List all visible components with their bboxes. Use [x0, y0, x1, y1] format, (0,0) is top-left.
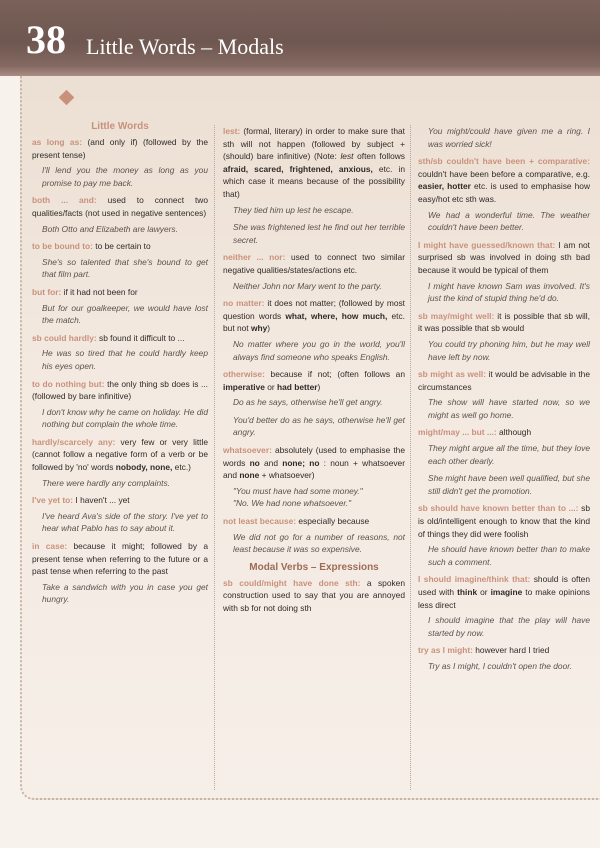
entry-definition: and: [259, 457, 283, 468]
entry-term: not least because:: [223, 516, 297, 527]
entry-definition: if it had not been for: [61, 286, 138, 297]
entry-term: in case:: [32, 541, 68, 552]
entry-example: Do as he says, otherwise he'll get angry.: [233, 397, 383, 408]
entry-example: The show will have started now, so we might as well go home.: [428, 397, 590, 420]
entry-example: You could try phoning him, but he may well have left by now.: [428, 338, 590, 362]
section-heading-little-words: Little Words: [91, 121, 149, 132]
entry-example: She was frightened lest he find out her terrible secret.: [233, 222, 405, 245]
entry-term: sb could hardly:: [32, 332, 97, 343]
entry-not-least-because: [223, 515, 405, 528]
entry-might-as-well: [418, 368, 590, 393]
entry-example: Both Otto and Elizabeth are lawyers.: [42, 223, 178, 234]
entry-example: I've heard Ava's side of the story. I've yet to hear what Pablo has to say about it.: [42, 510, 208, 534]
entry-definition: it is possible that sb will, it was possible that sb would: [418, 310, 590, 334]
entry-definition: sb is old/intelligent enough to know that the kind of things they did were foolish: [418, 503, 590, 539]
entry-keyword: no: [249, 457, 260, 468]
entry-term: I should imagine/think that:: [418, 574, 531, 585]
entry-definition: etc.): [172, 462, 191, 473]
entry-term: as long as:: [32, 137, 83, 147]
entry-should-have-known: [418, 502, 590, 540]
column-divider: [214, 125, 215, 790]
entry-keyword: none; no: [282, 457, 320, 468]
entry-both-and: [32, 194, 208, 219]
entry-example: He was so tired that he could hardly keep his eyes open.: [42, 348, 208, 371]
entry-keyword: none: [239, 470, 260, 481]
entry-term: sb should have known better than to ...:: [418, 503, 579, 514]
column-1: [32, 120, 208, 611]
entry-definition: often follows: [353, 151, 405, 162]
entry-definition: it does not matter; (followed by most question words: [223, 298, 405, 321]
entry-whatsoever: [223, 444, 405, 482]
chapter-header: [0, 0, 600, 76]
page-number: 38: [26, 17, 66, 62]
entry-definition: I am not surprised sb was involved in doing sth bad because it would be typical of them: [418, 239, 590, 275]
entry-term: to be bound to:: [32, 241, 93, 252]
entry-example: Try as I might, I couldn't open the door.: [428, 660, 573, 671]
column-3: [418, 125, 590, 678]
section-heading-modal-verbs: Modal Verbs – Expressions: [249, 561, 379, 573]
entry-definition: etc. but not: [223, 310, 406, 334]
entry-definition: (formal, literary) in order to make sure that sth will not happen (followed by subject + (should) bare infinitive) (Note:: [223, 126, 405, 162]
entry-example: I'll lend you the money as long as you promise to pay me back.: [42, 165, 208, 188]
entry-term: no matter:: [223, 298, 265, 309]
entry-example: But for our goalkeeper, we would have lost the match.: [42, 302, 208, 326]
entry-definition: ): [317, 381, 321, 392]
entry-couldnt-have-been: [418, 155, 590, 205]
entry-try-as-i-might: [418, 644, 590, 657]
entry-example: She's so talented that she's bound to get that film part.: [42, 256, 208, 280]
entry-may-well: [418, 310, 590, 335]
entry-definition: because if not; (often follows an: [264, 369, 405, 380]
entry-example: You'd better do as he says, otherwise he'll get angry.: [233, 414, 405, 438]
entry-definition: or: [477, 587, 491, 597]
entry-definition: etc. is used to emphasise how easy/hot etc sth was.: [418, 181, 590, 204]
entry-keyword: lest: [340, 151, 354, 162]
entry-term: sth/sb couldn't have been + comparative:: [418, 156, 590, 167]
entry-definition: I haven't ... yet: [73, 495, 130, 506]
entry-term: I've yet to:: [32, 495, 74, 506]
entry-bound-to: [32, 240, 208, 253]
entry-keyword: imagine: [490, 587, 523, 597]
entry-definition: etc. in which case it means because of the possibility that): [223, 163, 405, 199]
entry-example: She might have been well qualified, but she still didn't get the promotion.: [428, 473, 590, 496]
entry-definition: + whatsoever): [259, 470, 315, 481]
entry-do-nothing-but: [32, 378, 208, 403]
entry-should-imagine: [418, 573, 590, 611]
entry-definition: because it might; followed by a present tense when referring to the future or a past tense when referring to the past: [32, 541, 208, 577]
entry-keyword: think: [457, 587, 478, 597]
entry-term: otherwise:: [223, 369, 265, 380]
entry-definition: used to connect two similar negative qualities/states/actions etc.: [223, 252, 405, 275]
entry-but-for: [32, 286, 208, 299]
entry-term: I might have guessed/known that:: [418, 239, 556, 250]
entry-example: Take a sandwich with you in case you get hungry.: [42, 581, 208, 605]
entry-definition: the only thing sb does is ... (followed by bare infinitive): [32, 378, 208, 402]
entry-term: sb might as well:: [418, 369, 487, 380]
column-divider: [410, 125, 411, 790]
entry-term: both ... and:: [32, 195, 97, 206]
entry-definition: (and only if) (followed by the present tense): [32, 137, 208, 160]
entry-definition: especially because: [296, 516, 370, 527]
entry-example: I should imagine that the play will have started by now.: [428, 615, 590, 638]
entry-term: to do nothing but:: [32, 378, 105, 389]
entry-term: try as I might:: [418, 645, 473, 656]
entry-definition: couldn't have been before a comparative, e.g.: [418, 168, 590, 179]
entry-definition: to make opinions less direct: [418, 587, 590, 610]
entry-example: I don't know why he came on holiday. He did nothing but complain the whole time.: [42, 406, 208, 430]
entry-definition: however hard I tried: [472, 645, 550, 656]
entry-definition: a spoken construction used to say that you are annoyed with sb for not doing sth: [223, 577, 405, 613]
entry-definition: it would be advisable in the circumstances: [418, 369, 590, 392]
entry-neither-nor: [223, 251, 405, 276]
entry-example: You might/could have given me a ring. I was worried sick!: [428, 126, 590, 149]
entry-term: hardly/scarcely any:: [32, 436, 116, 447]
entry-keywords: nobody, none,: [115, 462, 173, 473]
entry-keyword: had better: [277, 381, 318, 392]
entry-example: We had a wonderful time. The weather couldn't have been better.: [428, 209, 590, 233]
entry-example: "You must have had some money.": [233, 485, 363, 496]
entry-lest: [223, 125, 405, 201]
entry-example: "No. We had none whatsoever.": [233, 498, 352, 509]
entry-keyword: imperative: [223, 381, 265, 392]
entry-yet-to: [32, 494, 208, 507]
entry-term: sb could/might have done sth:: [223, 577, 361, 588]
entry-example: No matter where you go in the world, you'll always find someone who speaks English.: [233, 338, 405, 362]
entry-no-matter: [223, 297, 405, 335]
entry-definition: very few or very little (cannot follow a negative form of a verb or be followed by 'no' words: [32, 436, 208, 473]
entry-term: might/may ... but ...:: [418, 427, 497, 438]
entry-term: sb may/might well:: [418, 310, 495, 321]
entry-example: He should have known better than to make such a comment.: [428, 544, 590, 567]
entry-example: There were hardly any complaints.: [42, 477, 171, 488]
entry-definition: ): [267, 323, 271, 334]
entry-definition: should is often used with: [418, 574, 590, 597]
entry-term: but for:: [32, 286, 62, 297]
entry-as-long-as: [32, 136, 208, 161]
entry-definition: although: [496, 427, 532, 438]
entry-example: They tied him up lest he escape.: [233, 204, 354, 215]
entry-example: We did not go for a number of reasons, not least because it was so expensive.: [233, 531, 405, 555]
entry-term: lest:: [223, 126, 241, 136]
entry-term: neither ... nor:: [223, 252, 286, 263]
entry-hardly-any: [32, 436, 208, 474]
chapter-title: Little Words – Modals: [86, 34, 284, 59]
entry-might-have-guessed: [418, 239, 590, 277]
entry-example: I might have known Sam was involved. It's just the kind of stupid thing he'd do.: [428, 280, 590, 304]
column-2: [223, 125, 405, 618]
entry-keywords: what, where, how much,: [285, 310, 388, 321]
entry-definition: or: [264, 381, 278, 392]
entry-could-have-done: [223, 577, 405, 615]
entry-definition: absolutely (used to emphasise the words: [223, 445, 405, 468]
entry-keywords: easier, hotter: [418, 181, 471, 192]
entry-otherwise: [223, 368, 405, 393]
entry-definition: used to connect two qualities/facts (not used in negative sentences): [32, 195, 209, 218]
entry-might-but: [418, 426, 590, 439]
entry-example: They might argue all the time, but they love each other dearly.: [428, 443, 590, 466]
entry-keywords: afraid, scared, frightened, anxious,: [223, 163, 373, 174]
entry-in-case: [32, 540, 208, 578]
entry-term: whatsoever:: [223, 445, 272, 456]
entry-example: Neither John nor Mary went to the party.: [233, 280, 382, 291]
entry-definition: to be certain to: [92, 241, 151, 252]
entry-could-hardly: [32, 332, 208, 345]
entry-definition: : noun + whatsoever and: [223, 457, 405, 481]
entry-keyword: why: [250, 323, 268, 334]
entry-definition: sb found it difficult to ...: [96, 332, 185, 343]
